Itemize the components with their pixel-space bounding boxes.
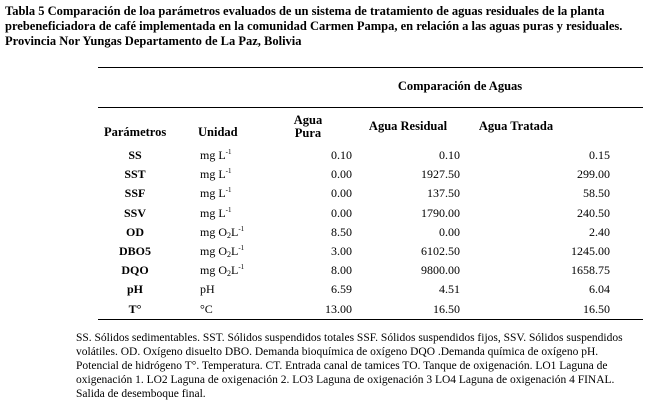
cell-pure: 8.00	[331, 263, 352, 278]
table-row	[0, 302, 645, 321]
cell-pure: 0.10	[331, 148, 352, 162]
cell-param: pH	[126, 282, 143, 297]
unit-mid: L	[231, 263, 239, 278]
cell-treated: 16.50	[583, 301, 610, 316]
cell-residual: 1927.50	[421, 167, 460, 182]
table-row	[0, 186, 645, 205]
table-row	[0, 263, 645, 282]
cell-param: T°	[128, 301, 142, 316]
unit-superscript: -1	[225, 167, 232, 176]
group-header: Comparación de Aguas	[397, 79, 523, 93]
table-row	[0, 282, 645, 301]
unit-mid: L	[231, 224, 239, 239]
cell-treated: 1245.00	[571, 244, 610, 258]
cell-unit	[200, 148, 280, 163]
unit-base: °C	[200, 301, 213, 316]
cell-param: DQO	[121, 263, 149, 278]
table-row	[0, 167, 645, 186]
top-rule	[98, 67, 643, 68]
unit-base: mg L	[200, 186, 226, 201]
footnote: SS. Sólidos sedimentables. SST. Sólidos suspendidos totales SSF. Sólidos suspendidos fijos, SSV. Sólidos suspendidos volátiles. OD. Oxígeno disuelto DBO. Demanda bioquímica de oxígeno DQO .Demanda química de oxígeno pH. Potencial de hidrógeno T°. Temperatura. CT. Entrada canal de tamices TO. Tanque de oxigenación. LO1 Laguna de oxigenación 1. LO2 Laguna de oxigenación 2. LO3 Laguna de oxigenación 3 LO4 Laguna de oxigenación 4 FINAL. Salida de desemboque final.	[76, 332, 623, 400]
unit-base: mg L	[200, 167, 226, 182]
cell-treated: 0.15	[589, 148, 610, 162]
cell-treated: 299.00	[577, 167, 610, 182]
cell-unit	[200, 225, 280, 240]
cell-treated: 240.50	[577, 205, 610, 220]
header-treated: Agua Tratada	[478, 119, 554, 133]
unit-superscript: -1	[225, 148, 232, 156]
unit-base: mg O	[200, 263, 227, 278]
cell-pure: 13.00	[325, 301, 352, 316]
unit-superscript: -1	[238, 224, 245, 233]
cell-param: SS	[128, 148, 142, 162]
cell-residual: 9800.00	[421, 263, 460, 278]
cell-residual: 4.51	[439, 282, 460, 297]
cell-pure: 0.00	[331, 205, 352, 220]
cell-unit	[200, 263, 280, 278]
table-row	[0, 244, 645, 263]
table-row	[0, 225, 645, 244]
cell-treated: 2.40	[589, 224, 610, 239]
cell-treated: 6.04	[589, 282, 610, 297]
header-pure: Agua Pura	[293, 113, 323, 140]
cell-treated: 1658.75	[571, 263, 610, 278]
cell-param: DBO5	[118, 244, 151, 258]
cell-pure: 3.00	[331, 244, 352, 258]
cell-unit	[200, 186, 280, 201]
cell-treated: 58.50	[583, 186, 610, 201]
unit-superscript: -1	[225, 186, 232, 195]
bottom-rule	[98, 319, 643, 320]
table-caption: Tabla 5 Comparación de loa parámetros evaluados de un sistema de tratamiento de aguas residuales de la planta prebeneficiadora de café implementada en la comunidad Carmen Pampa, en relación a las aguas puras y residuales. Provincia Nor Yungas Departamento de La Paz, Bolivia	[5, 4, 623, 48]
cell-pure: 6.59	[331, 282, 352, 297]
unit-base: mg O	[200, 244, 227, 258]
cell-residual: 0.00	[439, 224, 460, 239]
cell-residual: 0.10	[439, 148, 460, 162]
cell-pure: 0.00	[331, 186, 352, 201]
unit-subscript: 2	[227, 230, 231, 240]
table-row	[0, 206, 645, 225]
unit-base: mg L	[200, 205, 226, 220]
cell-residual: 137.50	[427, 186, 460, 201]
header-residual: Agua Residual	[368, 119, 448, 133]
unit-superscript: -1	[225, 205, 232, 214]
cell-pure: 8.50	[331, 224, 352, 239]
cell-unit	[200, 167, 280, 182]
cell-pure: 0.00	[331, 167, 352, 182]
header-unit: Unidad	[198, 125, 238, 139]
cell-residual: 16.50	[433, 301, 460, 316]
cell-param: SST	[124, 167, 146, 182]
header-param: Parámetros	[104, 125, 167, 139]
unit-base: mg L	[200, 148, 226, 162]
unit-subscript: 2	[227, 269, 231, 279]
unit-base: pH	[200, 282, 215, 297]
unit-base: mg O	[200, 224, 227, 239]
unit-mid: L	[231, 244, 239, 258]
cell-param: SSV	[123, 205, 146, 220]
cell-unit	[200, 244, 280, 259]
group-rule	[98, 107, 643, 108]
cell-unit	[200, 302, 280, 317]
cell-residual: 1790.00	[421, 205, 460, 220]
cell-residual: 6102.50	[421, 244, 460, 258]
unit-superscript: -1	[238, 244, 245, 252]
cell-unit	[200, 206, 280, 221]
unit-subscript: 2	[227, 250, 231, 259]
unit-superscript: -1	[238, 263, 245, 272]
cell-param: SSF	[124, 186, 146, 201]
table-row	[0, 148, 645, 167]
cell-unit	[200, 282, 280, 297]
cell-param: OD	[126, 224, 144, 239]
